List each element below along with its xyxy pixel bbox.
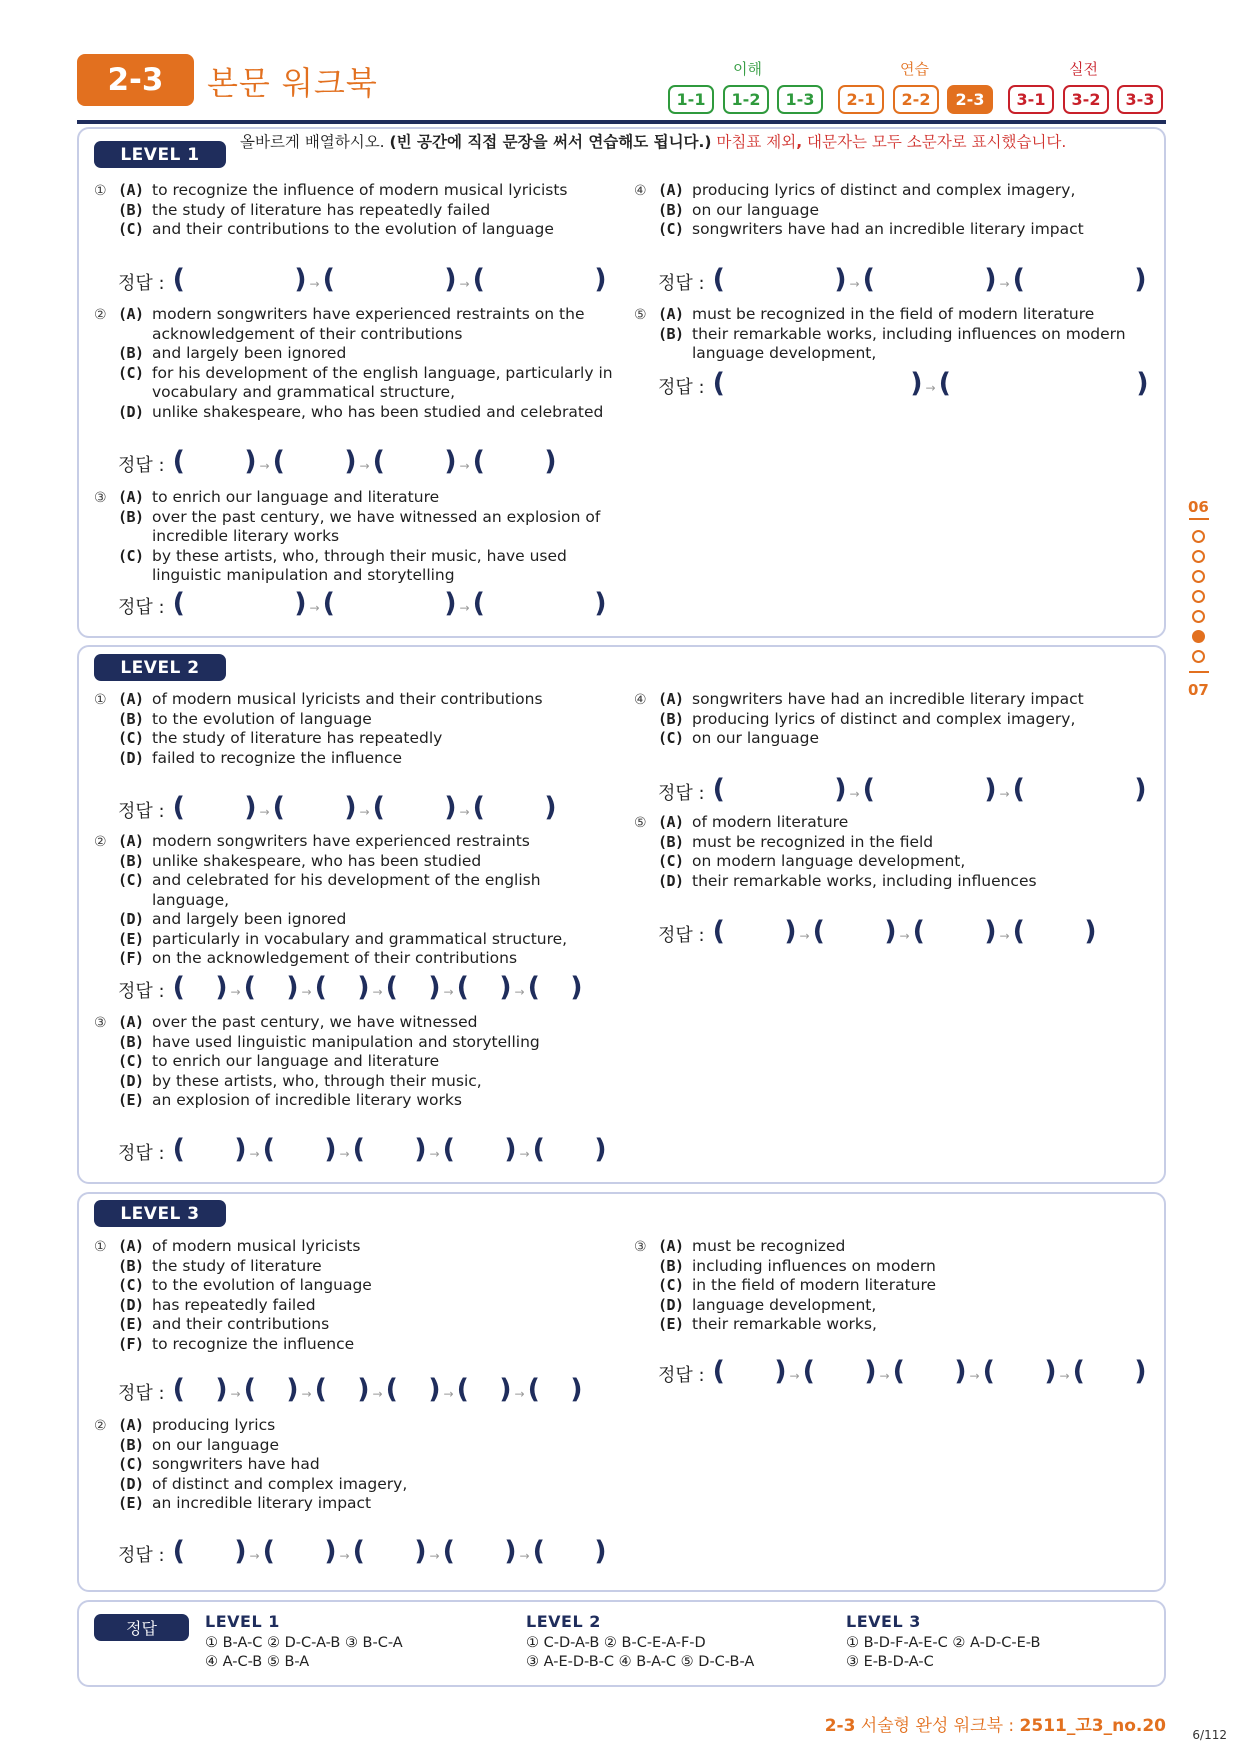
footer-title xyxy=(825,1711,1166,1736)
option-text: of modern musical lyricists and their contributions xyxy=(152,690,543,708)
option-text: to enrich our language and literature xyxy=(152,488,440,506)
answer-label: 정답 : xyxy=(118,981,165,1002)
option-text: songwriters have had an incredible literary impact xyxy=(692,690,1084,708)
answer-row: 정답 : ( ) → ( ) → ( ) xyxy=(658,266,1147,298)
answer-label: 정답 : xyxy=(658,925,705,946)
answer-slot[interactable]: ( ) xyxy=(1072,1356,1147,1387)
answer-slot[interactable]: ( ) xyxy=(527,972,583,1003)
option-text: for his development of the english language, particularly in vocabulary and grammatical structure, xyxy=(152,363,613,401)
answer-label: 정답 : xyxy=(118,1545,165,1566)
answer-key-pill: 정답 xyxy=(94,1614,189,1641)
answer-row: 정답 : ( ) → ( ) xyxy=(658,370,1149,402)
answer-slot[interactable]: ( ) xyxy=(172,264,307,295)
answer-slot[interactable]: ( ) xyxy=(802,1356,877,1387)
footer-title-text: 서술형 완성 워크북 : xyxy=(855,1716,1020,1736)
option-text: an incredible literary impact xyxy=(152,1494,372,1512)
answer-slot[interactable]: ( ) xyxy=(456,972,512,1003)
option-text: by these artists, who, through their music, xyxy=(152,1071,482,1090)
side-nav-dot[interactable] xyxy=(1192,610,1205,623)
level3-question-2: ② (A) producing lyrics (B) on our language (C) songwriters have had (D) of distinct and complex imagery, (E) an incredible literary impact xyxy=(94,1416,614,1514)
answer-slot[interactable]: ( ) xyxy=(938,368,1149,399)
option-text: of modern literature xyxy=(692,813,849,831)
answer-slot[interactable]: ( ) xyxy=(472,446,557,477)
answer-slot[interactable]: ( ) xyxy=(172,1134,247,1165)
option-text: the study of literature has repeatedly xyxy=(152,729,443,747)
nav-2-1[interactable]: 2-1 xyxy=(838,85,884,114)
answer-key-line: ③ E-B-D-A-C xyxy=(846,1654,934,1670)
nav-3-1[interactable]: 3-1 xyxy=(1008,85,1054,114)
option-text: and celebrated for his development of the english language, xyxy=(152,871,541,909)
question-number: ① xyxy=(94,692,107,708)
answer-key-line: ③ A-E-D-B-C ④ B-A-C ⑤ D-C-B-A xyxy=(526,1654,755,1670)
option-text: modern songwriters have experienced restraints on the acknowledgement of their contributions xyxy=(152,305,585,343)
answer-key-title: LEVEL 2 xyxy=(526,1612,601,1631)
option-text: unlike shakespeare, who has been studied and celebrated xyxy=(152,402,604,421)
answer-label: 정답 : xyxy=(118,455,165,476)
answer-row: 정답 : ( ) → ( ) → ( ) xyxy=(118,266,607,298)
option-text: and their contributions xyxy=(152,1315,330,1333)
side-nav-dot-active[interactable] xyxy=(1192,630,1205,643)
answer-slot[interactable]: ( ) xyxy=(712,1356,787,1387)
option-text: over the past century, we have witnessed an explosion of incredible literary works xyxy=(152,507,601,545)
option-text: their remarkable works, including influences xyxy=(692,871,1037,890)
answer-row: 정답 : ( ) → ( ) → ( ) → ( ) → ( ) → ( ) xyxy=(118,1376,583,1408)
answer-row: 정답 : ( ) → ( ) → ( ) → ( ) xyxy=(658,918,1097,950)
answer-label: 정답 : xyxy=(658,783,705,804)
nav-3-2[interactable]: 3-2 xyxy=(1063,85,1109,114)
question-number: ② xyxy=(94,307,107,323)
answer-row: 정답 : ( ) → ( ) → ( ) → ( ) → ( ) → ( ) xyxy=(118,974,583,1006)
level3-pill: LEVEL 3 xyxy=(94,1200,226,1227)
level2-question-1: ① (A) of modern musical lyricists and their contributions (B) to the evolution of language (C) the study of literature has repeatedly (D) failed to recognize the influence xyxy=(94,690,614,768)
nav-1-2[interactable]: 1-2 xyxy=(723,85,769,114)
answer-label: 정답 : xyxy=(118,273,165,294)
answer-slot[interactable]: ( ) xyxy=(243,1374,299,1405)
question-number: ⑤ xyxy=(634,815,647,831)
category-real: 실전 xyxy=(1069,60,1098,78)
footer-code: 2511_고3_no.20 xyxy=(1019,1716,1166,1736)
answer-slot[interactable]: ( ) xyxy=(982,1356,1057,1387)
answer-slot[interactable]: ( ) xyxy=(314,972,370,1003)
question-number: ① xyxy=(94,1239,107,1255)
question-number: ② xyxy=(94,834,107,850)
answer-slot[interactable]: ( ) xyxy=(472,792,557,823)
answer-slot[interactable]: ( ) xyxy=(532,1134,607,1165)
answer-slot[interactable]: ( ) xyxy=(172,1374,228,1405)
answer-slot[interactable]: ( ) xyxy=(172,792,257,823)
answer-key-title: LEVEL 1 xyxy=(205,1612,280,1631)
answer-key-title: LEVEL 3 xyxy=(846,1612,921,1631)
answer-slot[interactable]: ( ) xyxy=(472,264,607,295)
side-nav-divider xyxy=(1189,671,1209,673)
answer-row: 정답 : ( ) → ( ) → ( ) xyxy=(658,776,1147,808)
option-text: of modern musical lyricists xyxy=(152,1237,361,1255)
answer-key-line: ① B-D-F-A-E-C ② A-D-C-E-B xyxy=(846,1635,1041,1651)
option-text: particularly in vocabulary and grammatical structure, xyxy=(152,929,568,948)
answer-slot[interactable]: ( ) xyxy=(892,1356,967,1387)
answer-slot[interactable]: ( ) xyxy=(385,1374,441,1405)
answer-label: 정답 : xyxy=(658,1365,705,1386)
option-text: the study of literature xyxy=(152,1256,322,1275)
answer-row: 정답 : ( ) → ( ) → ( ) xyxy=(118,590,607,622)
answer-row: 정답 : ( ) → ( ) → ( ) → ( ) xyxy=(118,794,557,826)
answer-slot[interactable]: ( ) xyxy=(314,1374,370,1405)
answer-slot[interactable]: ( ) xyxy=(527,1374,583,1405)
level1-question-4: ④ (A) producing lyrics of distinct and complex imagery, (B) on our language (C) songwriters have had an incredible literary impact xyxy=(634,181,1154,240)
option-text: producing lyrics xyxy=(152,1416,276,1434)
option-text: has repeatedly failed xyxy=(152,1295,316,1314)
answer-slot[interactable]: ( ) xyxy=(352,1134,427,1165)
category-understanding: 이해 xyxy=(733,60,762,78)
question-number: ④ xyxy=(634,692,647,708)
question-number: ⑤ xyxy=(634,307,647,323)
level1-question-1: ① (A) to recognize the influence of modern musical lyricists (B) the study of literature has repeatedly failed (C) and their contributions to the evolution of language xyxy=(94,181,614,240)
question-number: ③ xyxy=(634,1239,647,1255)
answer-slot[interactable]: ( ) xyxy=(385,972,441,1003)
option-text: including influences on modern xyxy=(692,1256,936,1275)
answer-slot[interactable]: ( ) xyxy=(372,792,457,823)
nav-1-1[interactable]: 1-1 xyxy=(668,85,714,114)
question-number: ① xyxy=(94,183,107,199)
question-number: ② xyxy=(94,1418,107,1434)
level1-question-2: ② (A) modern songwriters have experienced restraints on the acknowledgement of their contributions (B) and largely been ignored (C) for his development of the english language, particularly in vocabulary and grammatical structure, (D) unlike shakespeare, who has been studied and celebrated xyxy=(94,305,613,421)
question-number: ③ xyxy=(94,1015,107,1031)
answer-label: 정답 : xyxy=(658,377,705,398)
unit-badge: 2-3 xyxy=(77,54,194,106)
answer-slot[interactable]: ( ) xyxy=(352,1536,427,1567)
answer-key-line: ④ A-C-B ⑤ B-A xyxy=(205,1654,310,1670)
level2-pill: LEVEL 2 xyxy=(94,654,226,681)
answer-slot[interactable]: ( ) xyxy=(262,1134,337,1165)
answer-slot[interactable]: ( ) xyxy=(712,916,797,947)
answer-row: 정답 : ( ) → ( ) → ( ) → ( ) → ( ) xyxy=(118,1136,607,1168)
answer-slot[interactable]: ( ) xyxy=(712,774,847,805)
side-nav-dot[interactable] xyxy=(1192,650,1205,663)
answer-slot[interactable]: ( ) xyxy=(442,1536,517,1567)
option-text: language development, xyxy=(692,1295,877,1314)
level1-question-5: ⑤ (A) must be recognized in the field of modern literature (B) their remarkable works, including influences on modern language development, xyxy=(634,305,1154,364)
instruction-main: 올바르게 배열하시오. xyxy=(240,133,390,151)
level1-question-3: ③ (A) to enrich our language and literature (B) over the past century, we have witnessed an explosion of incredible literary works (C) by these artists, who, through their music, have used linguistic manipulation and storytelling xyxy=(94,488,614,586)
answer-label: 정답 : xyxy=(118,801,165,822)
answer-slot[interactable]: ( ) xyxy=(1012,264,1147,295)
option-text: to enrich our language and literature xyxy=(152,1052,440,1070)
option-text: and largely been ignored xyxy=(152,344,347,362)
side-nav-top-number: 06 xyxy=(1188,498,1209,516)
option-text: the study of literature has repeatedly failed xyxy=(152,200,491,219)
option-text: to the evolution of language xyxy=(152,709,372,728)
option-text: producing lyrics of distinct and complex imagery, xyxy=(692,181,1076,199)
answer-slot[interactable]: ( ) xyxy=(712,368,923,399)
answer-slot[interactable]: ( ) xyxy=(272,792,357,823)
answer-row: 정답 : ( ) → ( ) → ( ) → ( ) → ( ) xyxy=(118,1538,607,1570)
question-number: ④ xyxy=(634,183,647,199)
option-text: on our language xyxy=(692,200,820,219)
instruction-paren: (빈 공간에 직접 문장을 써서 연습해도 됩니다.) xyxy=(389,133,712,151)
side-nav-bottom-number: 07 xyxy=(1188,681,1209,699)
page-number: 6/112 xyxy=(1192,1728,1227,1742)
instruction-note-c: 대문자는 모두 소문자로 표시했습니다. xyxy=(802,133,1067,151)
answer-label: 정답 : xyxy=(118,597,165,618)
level3-question-3: ③ (A) must be recognized (B) including influences on modern (C) in the field of modern literature (D) language development, (E) their remarkable works, xyxy=(634,1237,1154,1335)
header-rule xyxy=(77,120,1166,124)
option-text: to recognize the influence of modern musical lyricists xyxy=(152,181,568,199)
option-text: failed to recognize the influence xyxy=(152,748,402,767)
level2-question-5: ⑤ (A) of modern literature (B) must be recognized in the field (C) on modern language development, (D) their remarkable works, including influences xyxy=(634,813,1154,891)
answer-slot[interactable]: ( ) xyxy=(172,1536,247,1567)
level2-question-4: ④ (A) songwriters have had an incredible literary impact (B) producing lyrics of distinct and complex imagery, (C) on our language xyxy=(634,690,1154,749)
answer-key-level2 xyxy=(526,1612,754,1672)
answer-key-level1 xyxy=(205,1612,403,1672)
option-text: in the field of modern literature xyxy=(692,1276,937,1294)
side-nav-dot[interactable] xyxy=(1192,570,1205,583)
nav-2-2[interactable]: 2-2 xyxy=(893,85,939,114)
option-text: songwriters have had xyxy=(152,1455,320,1473)
nav-1-3[interactable]: 1-3 xyxy=(777,85,823,114)
category-practice: 연습 xyxy=(900,60,929,78)
option-text: have used linguistic manipulation and storytelling xyxy=(152,1032,540,1051)
answer-row: 정답 : ( ) → ( ) → ( ) → ( ) xyxy=(118,448,557,480)
side-nav-dot[interactable] xyxy=(1192,590,1205,603)
answer-slot[interactable]: ( ) xyxy=(812,916,897,947)
answer-slot[interactable]: ( ) xyxy=(862,774,997,805)
option-text: on our language xyxy=(152,1435,280,1454)
option-text: must be recognized in the field xyxy=(692,832,934,851)
answer-slot[interactable]: ( ) xyxy=(862,264,997,295)
answer-slot[interactable]: ( ) xyxy=(456,1374,512,1405)
nav-2-3[interactable]: 2-3 xyxy=(947,85,993,114)
answer-slot[interactable]: ( ) xyxy=(712,264,847,295)
option-text: must be recognized in the field of modern literature xyxy=(692,305,1095,323)
answer-slot[interactable]: ( ) xyxy=(243,972,299,1003)
question-number: ③ xyxy=(94,490,107,506)
answer-slot[interactable]: ( ) xyxy=(322,264,457,295)
instruction-note-b: , xyxy=(796,133,803,151)
answer-slot[interactable]: ( ) xyxy=(1012,774,1147,805)
answer-key-level3 xyxy=(846,1612,1040,1672)
answer-label: 정답 : xyxy=(118,1383,165,1404)
answer-slot[interactable]: ( ) xyxy=(172,588,307,619)
side-nav-dot[interactable] xyxy=(1192,550,1205,563)
option-text: on our language xyxy=(692,729,820,747)
answer-slot[interactable]: ( ) xyxy=(912,916,997,947)
option-text: unlike shakespeare, who has been studied xyxy=(152,851,482,870)
answer-slot[interactable]: ( ) xyxy=(472,588,607,619)
side-nav-divider xyxy=(1189,518,1209,520)
option-text: songwriters have had an incredible literary impact xyxy=(692,220,1084,238)
answer-label: 정답 : xyxy=(118,1143,165,1164)
option-text: their remarkable works, xyxy=(692,1315,877,1333)
option-text: their remarkable works, including influences on modern language development, xyxy=(692,324,1126,362)
answer-slot[interactable]: ( ) xyxy=(322,588,457,619)
answer-label: 정답 : xyxy=(658,273,705,294)
page-title: 본문 워크북 xyxy=(207,64,378,102)
option-text: to the evolution of language xyxy=(152,1276,372,1294)
level1-instruction xyxy=(240,132,1160,152)
instruction-note-a: 마침표 제외 xyxy=(711,133,797,151)
answer-row: 정답 : ( ) → ( ) → ( ) → ( ) → ( ) xyxy=(658,1358,1147,1390)
answer-slot[interactable]: ( ) xyxy=(172,446,257,477)
option-text: must be recognized xyxy=(692,1237,846,1255)
answer-slot[interactable]: ( ) xyxy=(372,446,457,477)
answer-slot[interactable]: ( ) xyxy=(442,1134,517,1165)
answer-key-line: ① C-D-A-B ② B-C-E-A-F-D xyxy=(526,1635,706,1651)
side-nav-dot[interactable] xyxy=(1192,530,1205,543)
option-text: modern songwriters have experienced restraints xyxy=(152,832,530,850)
level1-pill: LEVEL 1 xyxy=(94,141,226,168)
answer-slot[interactable]: ( ) xyxy=(532,1536,607,1567)
answer-slot[interactable]: ( ) xyxy=(262,1536,337,1567)
option-text: on modern language development, xyxy=(692,852,966,870)
option-text: of distinct and complex imagery, xyxy=(152,1474,408,1493)
answer-slot[interactable]: ( ) xyxy=(272,446,357,477)
answer-slot[interactable]: ( ) xyxy=(172,972,228,1003)
level2-question-2: ② (A) modern songwriters have experienced restraints (B) unlike shakespeare, who has been studied (C) and celebrated for his development of the english language, (D) and largely been ignored (E) particularly in vocabulary and grammatical structure, (F) on the acknowledgement of their contributions xyxy=(94,832,614,969)
level2-question-3: ③ (A) over the past century, we have witnessed (B) have used linguistic manipulation and storytelling (C) to enrich our language and literature (D) by these artists, who, through their music, (E) an explosion of incredible literary works xyxy=(94,1013,614,1111)
nav-3-3[interactable]: 3-3 xyxy=(1117,85,1163,114)
option-text: and largely been ignored xyxy=(152,910,347,928)
option-text: on the acknowledgement of their contributions xyxy=(152,949,518,967)
option-text: and their contributions to the evolution of language xyxy=(152,220,554,238)
option-text: an explosion of incredible literary works xyxy=(152,1091,462,1109)
level3-question-1: ① (A) of modern musical lyricists (B) the study of literature (C) to the evolution of language (D) has repeatedly failed (E) and their contributions (F) to recognize the influence xyxy=(94,1237,614,1354)
option-text: producing lyrics of distinct and complex imagery, xyxy=(692,709,1076,728)
option-text: by these artists, who, through their music, have used linguistic manipulation and storytelling xyxy=(152,546,567,584)
footer-unit: 2-3 xyxy=(824,1716,856,1736)
option-text: to recognize the influence xyxy=(152,1334,355,1353)
option-text: over the past century, we have witnessed xyxy=(152,1013,478,1031)
answer-key-line: ① B-A-C ② D-C-A-B ③ B-C-A xyxy=(205,1635,403,1651)
answer-slot[interactable]: ( ) xyxy=(1012,916,1097,947)
